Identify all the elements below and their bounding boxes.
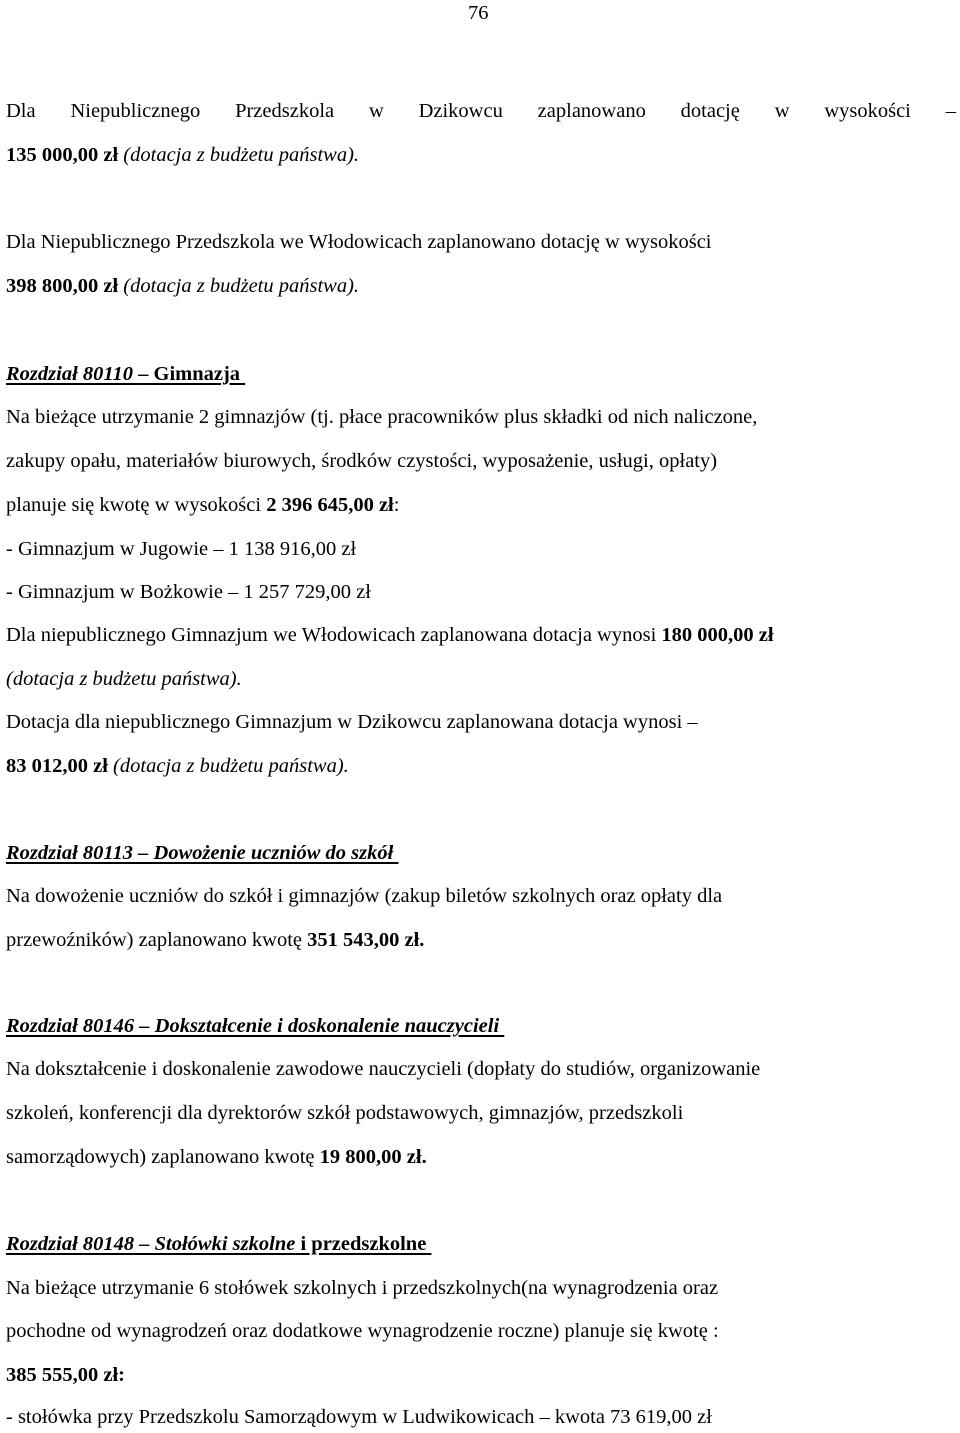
list-item: - stołówka przy Przedszkolu Samorządowym w Ludwikowicach – kwota 73 619,00 zł bbox=[6, 1406, 712, 1428]
amount: 135 000,00 zł bbox=[6, 144, 119, 166]
heading-dash: – bbox=[138, 363, 149, 385]
heading-number: Rozdział 80110 bbox=[6, 363, 134, 385]
word: w bbox=[368, 100, 384, 122]
word: wysokości bbox=[824, 100, 911, 122]
section-heading-80113 bbox=[6, 843, 398, 864]
s80110-line1: Na bieżące utrzymanie 2 gimnazjów (tj. płace pracowników plus składki od nich naliczone, bbox=[6, 406, 758, 428]
text: planuje się kwotę w wysokości bbox=[6, 494, 262, 516]
s80113-line2 bbox=[6, 930, 424, 951]
s80146-line2: szkoleń, konferencji dla dyrektorów szkół podstawowych, gimnazjów, przedszkoli bbox=[6, 1102, 684, 1124]
amount: 398 800,00 zł bbox=[6, 275, 119, 297]
s80148-line1: Na bieżące utrzymanie 6 stołówek szkolnych i przedszkolnych(na wynagrodzenia oraz bbox=[6, 1277, 719, 1299]
funding-note: (dotacja z budżetu państwa). bbox=[113, 755, 349, 777]
word: Niepublicznego bbox=[70, 100, 201, 122]
text: samorządowych) zaplanowano kwotę bbox=[6, 1146, 315, 1168]
list-item: - Gimnazjum w Bożkowie – 1 257 729,00 zł bbox=[6, 581, 371, 603]
s80113-line1: Na dowożenie uczniów do szkół i gimnazjów (zakup biletów szkolnych oraz opłaty dla bbox=[6, 885, 723, 907]
amount: 351 543,00 zł. bbox=[307, 929, 425, 951]
funding-note: (dotacja z budżetu państwa). bbox=[123, 144, 360, 166]
s80110-np-line bbox=[6, 625, 774, 646]
amount: 180 000,00 zł bbox=[661, 624, 774, 646]
word: w bbox=[774, 100, 790, 122]
p1-line1 bbox=[6, 101, 956, 122]
funding-note: (dotacja z budżetu państwa). bbox=[6, 668, 242, 690]
word: Przedszkola bbox=[235, 100, 335, 122]
page-number: 76 bbox=[468, 2, 489, 24]
heading-text: Rozdział 80148 – Stołówki szkolne bbox=[6, 1233, 296, 1255]
section-heading-80148 bbox=[6, 1234, 431, 1255]
section-heading-80146 bbox=[6, 1016, 504, 1037]
s80148-line2: pochodne od wynagrodzeń oraz dodatkowe wynagrodzenie roczne) planuje się kwotę : bbox=[6, 1320, 719, 1342]
amount: 83 012,00 zł bbox=[6, 755, 108, 777]
funding-note: (dotacja z budżetu państwa). bbox=[123, 275, 360, 297]
s80110-line3 bbox=[6, 495, 399, 516]
heading-title: Gimnazja bbox=[153, 363, 241, 385]
text: Dla niepublicznego Gimnazjum we Włodowicach zaplanowana dotacja wynosi bbox=[6, 624, 657, 646]
heading-text: Rozdział 80113 – Dowożenie uczniów do szkół bbox=[6, 842, 394, 864]
s80110-dz-amount-line bbox=[6, 756, 349, 777]
text: przewoźników) zaplanowano kwotę bbox=[6, 929, 302, 951]
word: zaplanowano bbox=[537, 100, 646, 122]
heading-text-plain: i przedszkolne bbox=[300, 1233, 427, 1255]
s80110-line2: zakupy opału, materiałów biurowych, środków czystości, wyposażenie, usługi, opłaty) bbox=[6, 450, 718, 472]
text: : bbox=[393, 494, 400, 516]
p1-line2 bbox=[6, 145, 359, 166]
amount: 385 555,00 zł: bbox=[6, 1364, 125, 1386]
section-heading-80110 bbox=[6, 364, 245, 385]
s80110-dz-line: Dotacja dla niepublicznego Gimnazjum w Dzikowcu zaplanowana dotacja wynosi – bbox=[6, 711, 698, 733]
heading-text: Rozdział 80146 – Dokształcenie i doskonalenie nauczycieli bbox=[6, 1015, 500, 1037]
word: Dzikowcu bbox=[418, 100, 503, 122]
s80146-line3 bbox=[6, 1147, 427, 1168]
s80146-line1: Na dokształcenie i doskonalenie zawodowe nauczycieli (dopłaty do studiów, organizowanie bbox=[6, 1058, 761, 1080]
word: dotację bbox=[680, 100, 740, 122]
amount: 19 800,00 zł. bbox=[319, 1146, 427, 1168]
amount: 2 396 645,00 zł bbox=[266, 494, 394, 516]
word: Dla bbox=[6, 100, 36, 122]
list-item: - Gimnazjum w Jugowie – 1 138 916,00 zł bbox=[6, 538, 357, 560]
p2-line1: Dla Niepublicznego Przedszkola we Włodowicach zaplanowano dotację w wysokości bbox=[6, 231, 712, 253]
p2-line2 bbox=[6, 276, 359, 297]
word: – bbox=[945, 100, 956, 122]
